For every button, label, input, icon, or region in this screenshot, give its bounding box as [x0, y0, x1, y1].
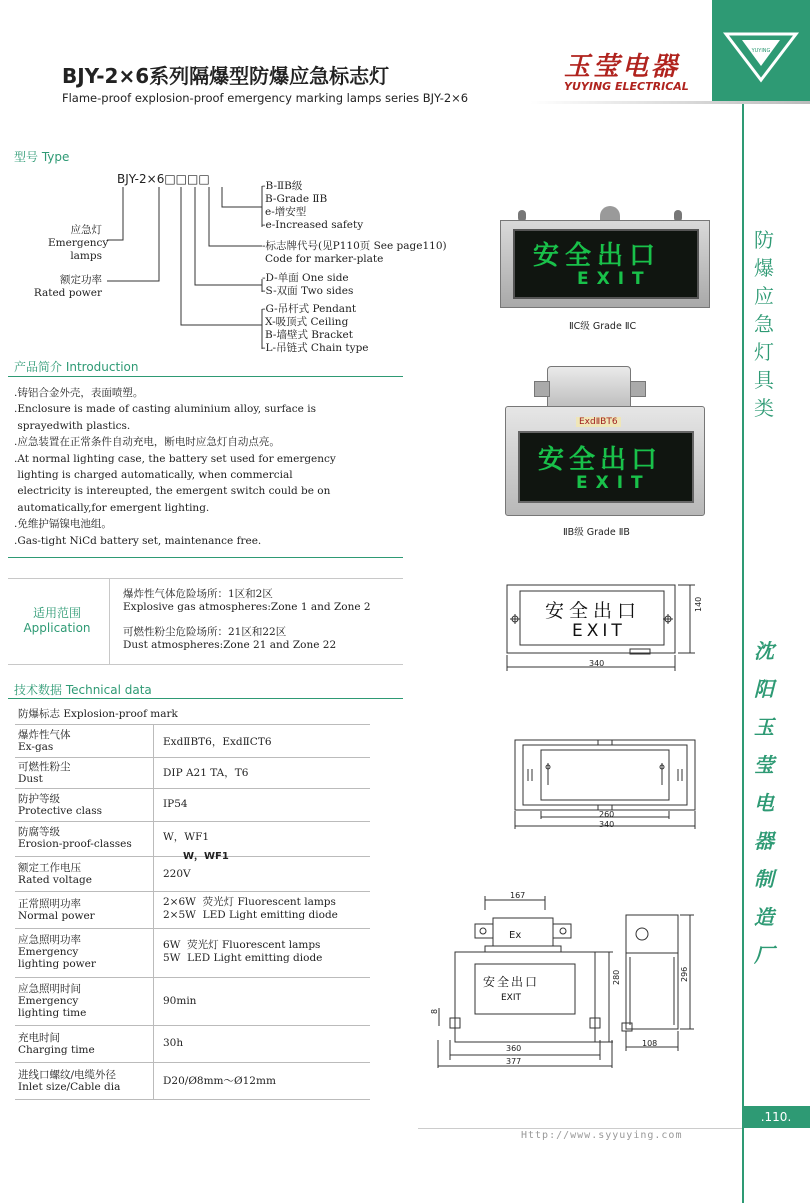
dim-d1-width: 340	[589, 659, 605, 668]
dim-d4-width: 108	[642, 1039, 658, 1048]
tech-mark-row: 防爆标志 Explosion-proof mark	[18, 708, 178, 720]
sign-text-en: EXIT	[577, 269, 652, 289]
type-group-mounting: -G-吊杆式 Pendant X-吸顶式 Ceiling B-墙壁式 Bracket -L-吊链式 Chain type	[262, 303, 369, 354]
brand-name-cn: 玉莹电器	[564, 52, 681, 82]
logo-text: YUYING	[751, 48, 771, 54]
dim-d3-outer-width: 377	[506, 1057, 522, 1066]
page-title-en: Flame-proof explosion-proof emergency marking lamps series BJY-2×6	[62, 91, 469, 105]
category-vertical-label: 防 爆 应 急 灯 具 类	[754, 228, 774, 420]
caption-grade-iib: ⅡB级 Grade ⅡB	[563, 527, 630, 538]
junction-box-ex-label: Ex	[509, 930, 522, 941]
page-title-cn: BJY-2×6系列隔爆型防爆应急标志灯	[62, 64, 390, 88]
dim-d2-inner: 260	[599, 810, 615, 819]
dim-d1-height: 140	[694, 596, 703, 612]
sign-text-cn: 安全出口	[533, 241, 662, 271]
dim-d3-height: 280	[612, 969, 621, 985]
dim-d3-top: 167	[510, 891, 526, 900]
label-emergency-lamps: 应急灯 Emergency lamps	[48, 224, 109, 262]
type-heading: 型号 Type	[14, 150, 70, 164]
tech-row-erosion-proof: 防腐等级 Erosion-proof-classes W，WF1 W，WF1	[15, 822, 370, 857]
brand-logo	[560, 46, 705, 96]
sign-text-cn-2: 安全出口	[538, 445, 663, 475]
product-image-grade-iic	[500, 206, 710, 310]
application-bottom-rule	[8, 664, 403, 665]
d3-sign-en: EXIT	[501, 993, 522, 1003]
page-number: .110.	[742, 1106, 810, 1128]
application-top-rule	[8, 578, 403, 579]
tech-heading: 技术数据 Technical data	[14, 683, 152, 697]
intro-bottom-rule	[8, 557, 403, 558]
corner-logo-block	[712, 0, 810, 102]
footer-rule	[418, 1128, 742, 1129]
company-vertical-label: 沈 阳 玉 莹 电 器 制 造 厂	[754, 639, 774, 967]
tech-row-emergency-time: 应急照明时间 Emergency lighting time 90min	[15, 978, 370, 1026]
tech-row-emergency-power: 应急照明功率 Emergency lighting power 6W 荧光灯 Fluorescent lamps 5W LED Light emitting diode	[15, 929, 370, 978]
type-group-marker-code: -标志牌代号(见P110页 See page110) Code for marker-plate	[262, 240, 447, 265]
type-group-grade: -B-ⅡB级 B-Grade ⅡB e-增安型 -e-Increased safety	[262, 180, 364, 231]
tech-row-charging-time: 充电时间 Charging time 30h	[15, 1026, 370, 1063]
type-group-sides: -D-单面 One side -S-双面 Two sides	[262, 272, 354, 297]
footer-url[interactable]: Http://www.syyuying.com	[521, 1130, 683, 1141]
intro-rule	[8, 376, 403, 377]
application-divider	[109, 578, 110, 664]
application-label: 适用范围 Application	[23, 606, 91, 635]
triangle-logo-icon	[712, 0, 810, 102]
product-image-grade-iib	[505, 366, 705, 516]
intro-heading: 产品简介 Introduction	[14, 360, 139, 374]
dim-d3-side: 8	[430, 1008, 439, 1014]
caption-grade-iic: ⅡC级 Grade ⅡC	[569, 321, 637, 332]
dim-d3-inner-width: 360	[506, 1044, 522, 1053]
tech-row-dust: 可燃性粉尘 Dust DIP A21 TA，T6	[15, 758, 370, 789]
d3-sign-cn: 安全出口	[483, 975, 540, 989]
tech-row-rated-voltage: 额定工作电压 Rated voltage 220V	[15, 857, 370, 892]
nameplate-label: ExdⅡBT6	[576, 417, 621, 427]
label-rated-power: 额定功率 Rated power	[33, 274, 102, 299]
intro-text: .铸铝合金外壳，表面喷塑。 .Enclosure is made of casting aluminium alloy, surface is sprayedwith plastics. .应急装置在正常条件自动充电，断电时应急灯自动点亮。 .At normal lighting case, the battery set used for emergency lighting is charged automatically, when commercial electricity is intereupted, the emergent switch could be on automatically,for emergent lighting. .免维护镉镍电池组。 .Gas-tight NiCd battery set, maintenance free.	[14, 387, 336, 547]
type-model-code: BJY-2×6□□□□	[117, 172, 210, 186]
brand-name-en: YUYING ELECTRICAL	[564, 80, 689, 93]
dim-d4-height: 296	[680, 966, 689, 982]
tech-rule	[8, 698, 403, 699]
tech-row-inlet-size: 进线口螺纹/电缆外径 Inlet size/Cable dia D20/Ø8mm～Ø12mm	[15, 1063, 370, 1100]
application-text: 爆炸性气体危险场所：1区和2区 Explosive gas atmospheres:Zone 1 and Zone 2 可燃性粉尘危险场所：21区和22区 Dust atmospheres:Zone 21 and Zone 22	[123, 588, 371, 651]
tech-row-normal-power: 正常照明功率 Normal power 2×6W 荧光灯 Fluorescent lamps 2×5W LED Light emitting diode	[15, 892, 370, 929]
tech-row-protective-class: 防护等级 Protective class IP54	[15, 789, 370, 822]
front-sign-en: EXIT	[572, 621, 626, 641]
dim-d2-outer: 340	[599, 820, 615, 829]
tech-row-ex-gas: 爆炸性气体 Ex-gas ExdⅡBT6，ExdⅡCT6	[15, 725, 370, 758]
front-sign-cn: 安全出口	[545, 600, 642, 622]
sign-text-en-2: EXIT	[576, 473, 651, 493]
header-rule	[530, 101, 810, 104]
